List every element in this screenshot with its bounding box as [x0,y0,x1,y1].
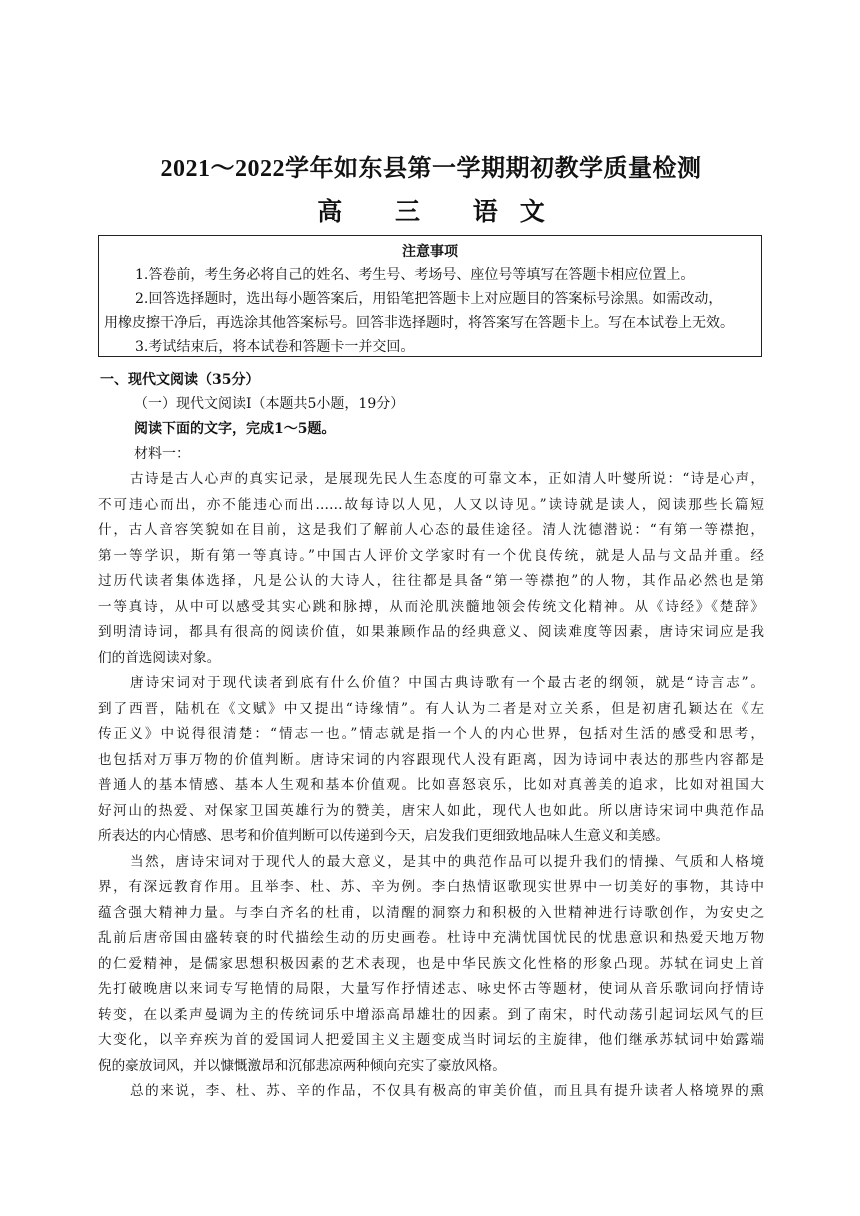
notice-item-3: 3.考试结束后，将本试卷和答题卡一并交回。 [135,339,415,355]
text-line: 转变，在以柔声曼调为主的传统词乐中增添高昂雄壮的因素。到了南宋，时代动荡引起词坛风气的巨 [98,1006,764,1023]
text-line: 过历代读者集体选择，凡是公认的大诗人，往往都是具备“第一等襟抱”的人物，其作品必然也是第 [98,573,764,589]
text-line: 古诗是古人心声的真实记录，是展现先民人生态度的可靠文本，正如清人叶燮所说：“诗是心声， [130,471,764,487]
paragraph-3 [98,850,764,1080]
notice-item-1: 1.答卷前，考生务必将自己的姓名、考生号、考场号、座位号等填写在答题卡相应位置上。 [135,267,695,283]
text-line: 一等真诗，从中可以感受其实心跳和脉搏，从而沦肌浃髓地领会传统文化精神。从《诗经》《楚辞》 [98,598,764,615]
text-line: 第一等学识，斯有第一等真诗。”中国古人评价文学家时有一个优良传统，就是人品与文品并重。经 [98,547,764,564]
text-line: 什，古人音容笑貌如在目前，这是我们了解前人心态的最佳途径。清人沈德潜说：“有第一等襟抱， [98,522,764,538]
paragraph-2 [98,671,764,850]
text-line: 总的来说，李、杜、苏、辛的作品，不仅具有极高的审美价值，而且具有提升读者人格境界的熏 [130,1083,764,1099]
reading-section [98,368,764,1105]
text-line: 到了西晋，陆机在《文赋》中又提出“诗缘情”。有人认为二者是对立关系，但是初唐孔颖达在《左 [98,700,764,717]
text-line: 传正义》中说得很清楚：“情志一也。”情志就是指一个人的内心世界，包括对生活的感受和思考， [98,726,764,742]
text-line: 蕴含强大精神力量。与李白齐名的杜甫，以清醒的洞察力和积极的入世精神进行诗歌创作，为安史之 [98,904,764,921]
text-line: 当然，唐诗宋词对于现代人的最大意义，是其中的典范作品可以提升我们的情操、气质和人格境 [130,853,764,870]
text-line: 先打破晚唐以来词专写艳情的局限，大量写作抒情述志、咏史怀古等题材，使词从音乐歌词向抒情诗 [98,981,764,997]
section-title: 一、现代文阅读（35分） [100,372,260,388]
material-label: 材料一： [134,446,190,462]
text-line: 唐诗宋词对于现代读者到底有什么价值？中国古典诗歌有一个最古老的纲领，就是“诗言志”。 [130,675,764,691]
text-line: 也包括对万事万物的价值判断。唐诗宋词的内容跟现代人没有距离，因为诗词中表达的那些内容都是 [98,751,764,768]
notice-item-2-cont: 用橡皮擦干净后，再选涂其他答案标号。回答非选择题时，将答案写在答题卡上。写在本试卷上无效。 [104,315,734,331]
subsection-title: （一）现代文阅读Ⅰ（本题共5小题，19分） [134,396,405,412]
text-line: 界，有深远教育作用。且举李、杜、苏、辛为例。李白热情讴歌现实世界中一切美好的事物，其诗中 [98,879,764,895]
text-line: 的仁爱精神，是儒家思想积极因素的艺术表现，也是中华民族文化性格的形象凸现。苏轼在词史上首 [98,955,764,972]
exam-title: 2021～2022学年如东县第一学期期初教学质量检测 [160,156,702,182]
text-line: 们的首选阅读对象。 [98,649,221,666]
paragraph-4 [98,1079,764,1105]
text-line: 乱前后唐帝国由盛转衰的时代描绘生动的历史画卷。杜诗中充满忧国忧民的忧患意识和热爱天地万物 [98,930,764,946]
text-line: 大变化，以辛弃疾为首的爱国词人把爱国主义主题变成当时词坛的主旋律，他们继承苏轼词中始露端 [98,1032,764,1048]
notice-heading: 注意事项 [402,244,458,260]
text-line: 所表达的内心情感、思考和价值判断可以传递到今天，启发我们更细致地品味人生意义和美感。 [98,828,669,844]
text-line: 好河山的热爱、对保家卫国英雄行为的赞美，唐宋人如此，现代人也如此。所以唐诗宋词中典范作品 [98,802,764,819]
text-line: 普通人的基本情感、基本人生观和基本价值观。比如喜怒哀乐，比如对真善美的追求，比如对祖国大 [98,777,764,793]
exam-subject: 高 三 语文 [317,197,567,226]
paragraph-1 [98,467,764,671]
notice-box [98,235,762,357]
text-line: 不可违心而出，亦不能违心而出……故每诗以人见，人又以诗见。”读诗就是读人，阅读那些长篇短 [98,496,764,513]
instruction: 阅读下面的文字，完成1～5题。 [134,421,336,437]
text-line: 到明清诗词，都具有很高的阅读价值，如果兼顾作品的经典意义、阅读难度等因素，唐诗宋词应是我 [98,624,764,640]
notice-item-2: 2.回答选择题时，选出每小题答案后，用铅笔把答题卡上对应题目的答案标号涂黑。如需改动， [135,291,723,307]
text-line: 倪的豪放词风，并以慷慨激昂和沉郁悲凉两种倾向充实了豪放风格。 [98,1057,506,1074]
